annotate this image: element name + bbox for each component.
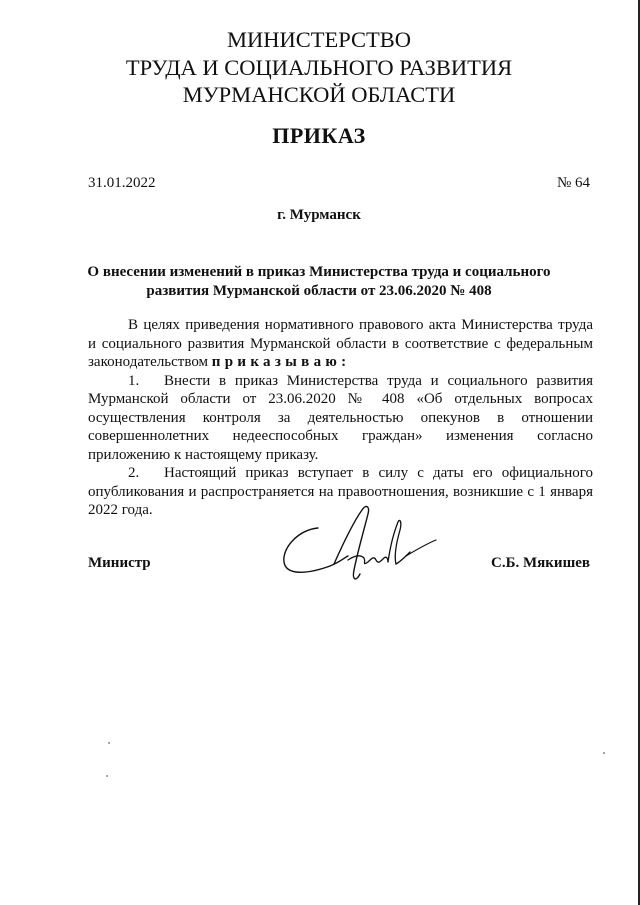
scan-speck — [603, 752, 605, 754]
handwritten-signature — [278, 500, 448, 595]
preamble-paragraph — [88, 316, 593, 372]
ministry-header — [0, 26, 638, 109]
document-subject — [0, 263, 638, 301]
document-type-title: ПРИКАЗ — [272, 123, 366, 148]
document-date: 31.01.2022 — [88, 175, 156, 191]
document-body — [88, 316, 593, 520]
subject-line-1: О внесении изменений в приказ Министерства труда и социального — [87, 264, 551, 280]
ministry-header-line-2: ТРУДА И СОЦИАЛЬНОГО РАЗВИТИЯ — [125, 54, 513, 80]
order-item-1-text: Внести в приказ Министерства труда и социального развития Мурманской области от 23.06.2020 № 408 «Об отдельных вопросах осуществления контроля за деятельностью опекунов в отношении совершеннолетних недееспособных граждан» изменения согласно приложению к настоящему приказу. — [88, 372, 593, 463]
order-item-2-text: Настоящий приказ вступает в силу с даты его официального опубликования и распространяется на правоотношения, возникшие с 1 января 2022 года. — [88, 465, 593, 518]
signatory-title: Министр — [88, 555, 151, 571]
ministry-header-line-3: МУРМАНСКОЙ ОБЛАСТИ — [182, 82, 456, 107]
scan-speck — [108, 742, 110, 744]
subject-line-2: развития Мурманской области от 23.06.2020 № 408 — [146, 283, 492, 299]
preamble-order-word: приказываю: — [211, 354, 351, 370]
order-item-1-number: 1. — [128, 372, 140, 389]
ministry-header-line-1: МИНИСТЕРСТВО — [226, 27, 412, 52]
signatory-name: С.Б. Мякишев — [491, 555, 590, 571]
document-number: № 64 — [556, 175, 590, 191]
scan-speck — [106, 775, 108, 777]
order-item-2-number: 2. — [128, 465, 140, 481]
document-city: г. Мурманск — [277, 207, 361, 223]
order-item-1 — [88, 372, 593, 465]
preamble-text: В целях приведения нормативного правового акта Министерства труда и социального развития Мурманской области в соответствие с федеральным законодательством — [88, 317, 593, 370]
